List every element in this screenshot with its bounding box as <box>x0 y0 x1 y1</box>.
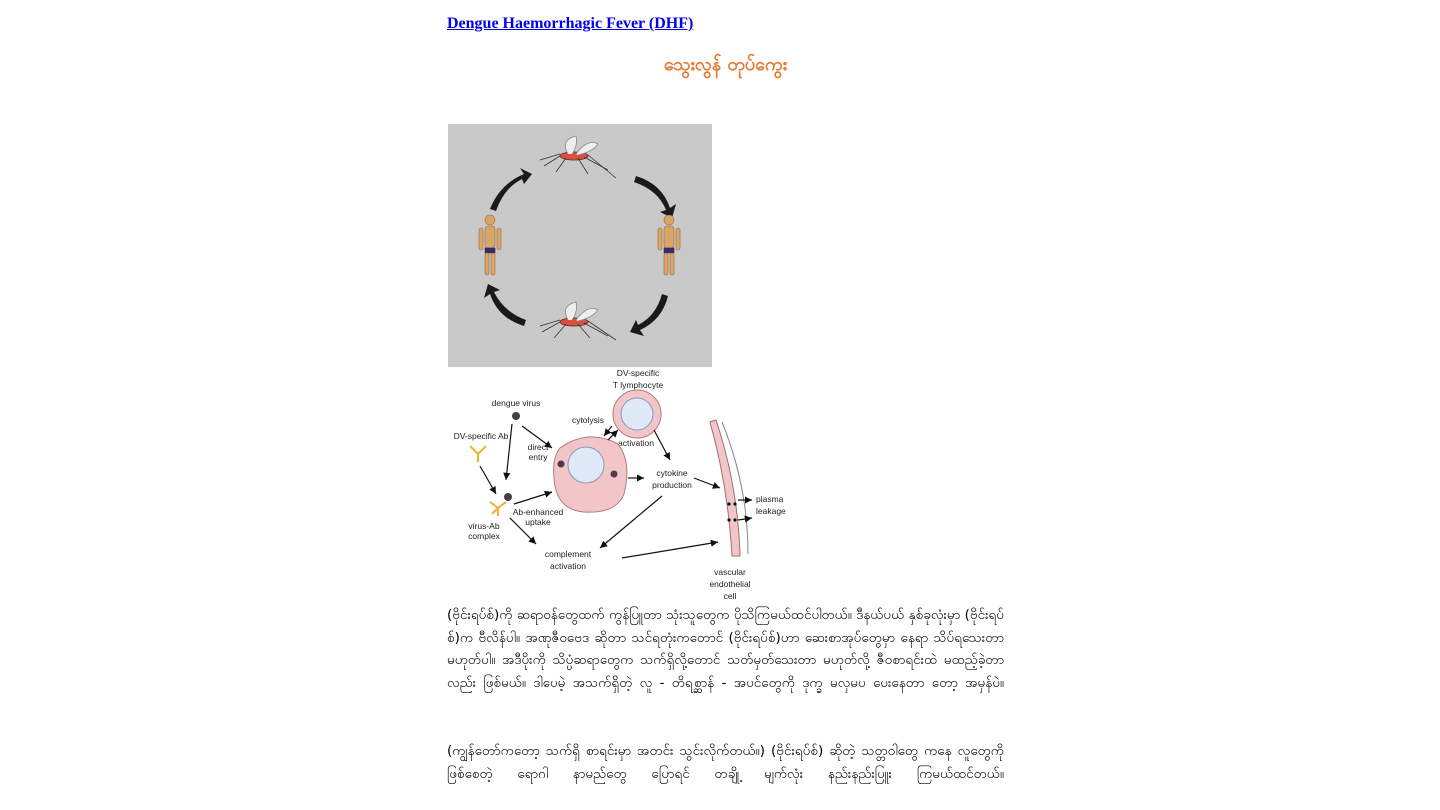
vascular-endothelial-cell <box>710 420 740 556</box>
complement-label-2: activation <box>550 561 586 571</box>
ab-uptake-label-2: uptake <box>525 517 551 527</box>
monocyte-nucleus <box>568 447 604 483</box>
antibody-icon <box>470 446 486 462</box>
t-lymphocyte-nucleus <box>621 398 653 430</box>
plasma-label-2: leakage <box>756 506 786 516</box>
direct-entry-label-1: direct <box>527 442 549 452</box>
virus-particle <box>558 461 565 468</box>
vascular-label-1: vascular <box>714 567 746 577</box>
dv-specific-ab-label: DV-specific Ab <box>453 431 509 441</box>
complex-label-1: virus-Ab <box>468 521 500 531</box>
pathogenesis-diagram-image <box>448 366 798 602</box>
cytokine-label-1: cytokine <box>656 468 688 478</box>
transmission-cycle-image <box>448 124 712 367</box>
vascular-label-2: endothelial <box>709 579 751 589</box>
dengue-virus-label: dengue virus <box>491 398 541 408</box>
cytokine-label-2: production <box>652 480 692 490</box>
body-paragraph-1: (ဗိုင်းရပ်စ်)ကို ဆရာဝန်တွေထက် ကွန်ပြူတာ သုံးသူတွေက ပိုသိကြမယ်ထင်ပါတယ်။ ဒီနယ်ပယ် နှစ်ခုလုံးမှာ (ဗိုင်းရပ်စ်)က ဗီလိန်ပါ။ အဏုဇီဝဗေဒ ဆိုတာ သင်ရတုံးကတောင် (ဗိုင်းရပ်စ်)ဟာ ဆေးစာအုပ်တွေမှာ နေရာ သိပ်ရသေးတာ မဟုတ်ပါ။ အဒီပိုးကို သိပ္ပံဆရာတွေက သက်ရှိလို့တောင် သတ်မှတ်သေးတာ မဟုတ်လို့ ဇီဝစာရင်းထဲ မထည့်ခဲ့တာလည်း ဖြစ်မယ်။ ဒါပေမဲ့ အသက်ရှိတဲ့ လူ - တိရစ္ဆာန် - အပင်တွေကို ဒုက္ခ မလှမပ ပေးနေတာ တော့ အမှန်ပဲ။ <box>447 607 1004 691</box>
dengue-virus-particle <box>512 412 520 420</box>
body-paragraph-2: (ကျွန်တော်ကတော့ သက်ရှိ စာရင်းမှာ အတင်း သွင်းလိုက်တယ်။) (ဗိုင်းရပ်စ်) ဆိုတဲ့ သတ္တဝါတွေ ကနေ လူတွေကို ဖြစ်စေတဲ့ ရောဂါ နာမည်တွေ ပြောရင် တချို့ မျက်လုံး နည်းနည်းပြူး ကြမယ်ထင်တယ်။ <box>447 743 1004 782</box>
plasma-label-1: plasma <box>756 494 784 504</box>
title-link[interactable]: Dengue Haemorrhagic Fever (DHF) <box>447 15 694 32</box>
ab-uptake-label-1: Ab-enhanced <box>512 507 564 517</box>
antibody-complex-icon <box>490 502 506 516</box>
vascular-label-3: cell <box>723 591 737 601</box>
activation-label: activation <box>618 438 654 448</box>
cytolysis-label: cytolysis <box>571 415 605 425</box>
page-subtitle: သွေးလွန် တုပ်ကွေး <box>663 54 788 75</box>
complement-label-1: complement <box>544 549 592 559</box>
tcell-label-2: T lymphocyte <box>612 380 664 390</box>
virus-ab-particle <box>504 493 512 501</box>
direct-entry-label-2: entry <box>528 452 548 462</box>
virus-particle <box>611 471 618 478</box>
tcell-label-1: DV-specific <box>616 368 660 378</box>
complex-label-2: complex <box>468 531 500 541</box>
